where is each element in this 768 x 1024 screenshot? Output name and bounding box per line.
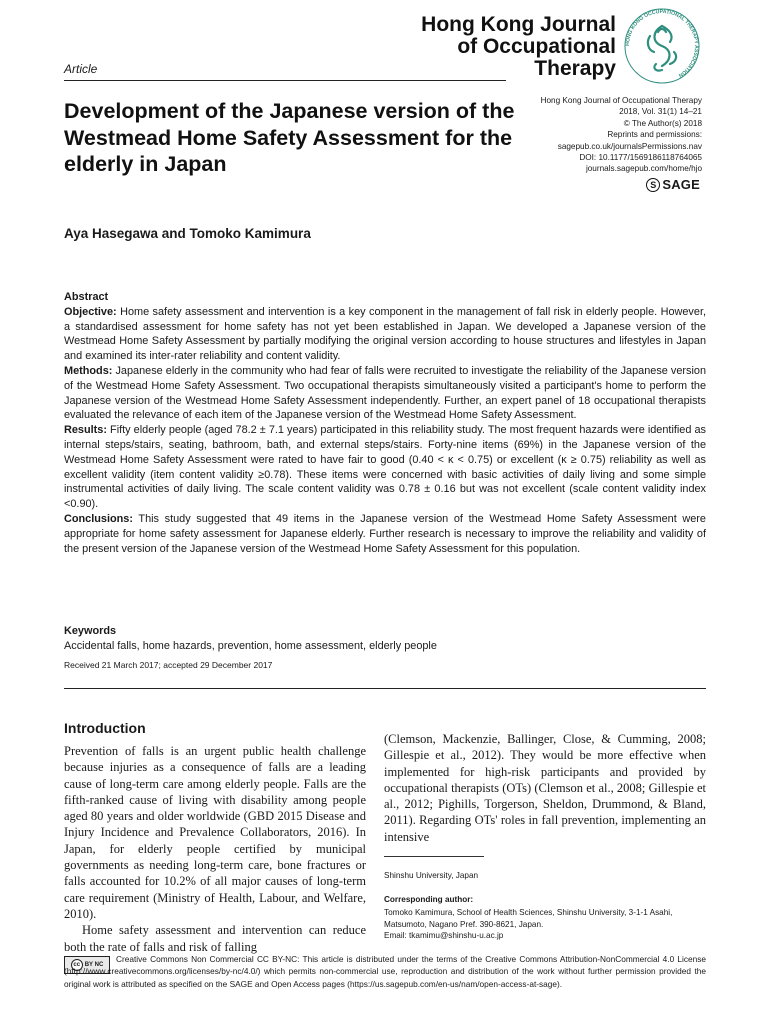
meta-copyright: © The Author(s) 2018 <box>623 118 702 128</box>
corresponding-address: Tomoko Kamimura, School of Health Sciences, Shinshu University, 3-1-1 Asahi, Matsumoto, Nagano Pref. 390-8621, Japan. <box>384 908 673 929</box>
meta-permissions-link[interactable]: sagepub.co.uk/journalsPermissions.nav <box>557 141 702 151</box>
introduction-heading: Introduction <box>64 720 146 736</box>
objective-label: Objective: <box>64 305 117 318</box>
license-text: Creative Commons Non Commercial CC BY-NC: This article is distributed under the terms of the Creative Commons Attribution-NonCommercial 4.0 License (http://www.creativecommons.org/licenses/by-nc/4.0/) which permits non-commercial use, reproduction and distribution of the work without further permission provided the original work is attributed as specified on the SAGE and Open Access pages (https://us.sagepub.com/en-us/nam/open-access-at-sage). <box>64 954 706 989</box>
corresponding-author-heading: Corresponding author: <box>384 895 474 904</box>
body-column-left <box>64 743 366 955</box>
abstract-section <box>64 290 706 556</box>
conclusions-label: Conclusions: <box>64 512 133 525</box>
article-type-label: Article <box>64 62 98 76</box>
keywords-list: Accidental falls, home hazards, prevention, home assessment, elderly people <box>64 640 437 652</box>
journal-title-line-3: Therapy <box>534 57 616 80</box>
meta-journal: Hong Kong Journal of Occupational Therapy <box>540 96 702 105</box>
abstract-results <box>64 423 706 512</box>
cc-badge-text: BY NC <box>84 962 104 968</box>
meta-reprints: Reprints and permissions: <box>607 130 702 140</box>
sage-logo <box>646 177 700 192</box>
sage-s-icon: S <box>646 178 660 192</box>
received-dates: Received 21 March 2017; accepted 29 December 2017 <box>64 660 273 670</box>
section-divider <box>64 688 706 689</box>
sage-logo-text: SAGE <box>662 177 700 192</box>
meta-volume: 2018, Vol. 31(1) 14–21 <box>619 107 702 117</box>
logo-ring-text: HONG KONG OCCUPATIONAL THERAPY ASSOCIATION <box>624 8 700 79</box>
cc-icon: cc <box>71 959 83 971</box>
intro-paragraph-1: Prevention of falls is an urgent public health challenge because injuries as a consequence of falls are a leading cause of long-term care among elderly people. Falls are the fifth-ranked cause of living with disability among people aged 80 years and older worldwide (GBD 2015 Disease and Injury Incidence and Prevalence Collaborators, 2016). In Japan, for elderly people certified by municipal governments as needing long-term care, bone fractures or falls accounted for 10.2% of all major causes of long-term care requirement (Ministry of Health, Labour, and Welfare, 2010). <box>64 744 366 921</box>
journal-title-line-2: of Occupational <box>457 35 616 58</box>
abstract-methods <box>64 364 706 423</box>
methods-text: Japanese elderly in the community who had fear of falls were recruited to investigate the reliability of the Japanese version of the Westmead Home Safety Assessment. Two occupational therapists simultaneously visited a participant's home to perform the Japanese version of the Westmead Home Safety Assessment independently. Further, an expert panel of 18 occupational therapists evaluated the relevance of each item of the Japanese version of the Westmead Home Safety Assessment. <box>64 364 706 422</box>
methods-label: Methods: <box>64 364 113 377</box>
journal-title <box>421 14 616 80</box>
article-title: Development of the Japanese version of the Westmead Home Safety Assessment for the elderly in Japan <box>64 99 515 176</box>
keywords-section <box>64 624 706 654</box>
article-metadata <box>482 95 702 175</box>
abstract-heading: Abstract <box>64 291 109 303</box>
journal-title-line-1: Hong Kong Journal <box>421 13 616 36</box>
footnote-divider <box>384 856 484 857</box>
conclusions-text: This study suggested that 49 items in the Japanese version of the Westmead Home Safety Assessment were appropriate for home safety assessment for Japanese elderly. Further research is necessary to improve the reliability and validity of the present version of the Japanese version of the Westmead Home Safety Assessment for this population. <box>64 512 706 555</box>
author-list: Aya Hasegawa and Tomoko Kamimura <box>64 226 311 241</box>
meta-homepage-link[interactable]: journals.sagepub.com/home/hjo <box>585 164 702 174</box>
corresponding-email[interactable]: Email: tkamimu@shinshu-u.ac.jp <box>384 931 504 940</box>
abstract-conclusions <box>64 512 706 556</box>
journal-logo-icon <box>622 6 702 86</box>
objective-text: Home safety assessment and intervention is a key component in the management of fall risk in elderly people. However, a standardised assessment for home safety has not yet been established in Japan. We developed a Japanese version of the Westmead Home Safety Assessment by partially modifying the original version according to house structures and lifestyles in Japan and examined its inter-rater reliability and content validity. <box>64 305 706 363</box>
intro-paragraph-continued: (Clemson, Mackenzie, Ballinger, Close, & Cumming, 2008; Gillespie et al., 2012). They would be more effective when implemented for high-risk participants and provided by occupational therapists (OTs) (Clemson et al., 2008; Gillespie et al., 2012; Pighills, Torgerson, Sheldon, Drummond, & Bland, 2011). Regarding OTs' roles in fall prevention, implementing an intensive <box>384 732 706 844</box>
header-divider <box>64 80 506 81</box>
abstract-objective <box>64 305 706 364</box>
meta-doi[interactable]: DOI: 10.1177/1569186118764065 <box>579 153 702 163</box>
body-column-right <box>384 731 706 845</box>
keywords-heading: Keywords <box>64 625 117 637</box>
results-label: Results: <box>64 424 107 437</box>
results-text: Fifty elderly people (aged 78.2 ± 7.1 years) participated in this reliability study. The most frequent hazards were identified as internal steps/stairs, seating, bathroom, bath, and external steps/stairs. Forty-nine items (69%) in the Japanese version of the Westmead Home Safety Assessment were rated to have fair to good (0.40 < κ < 0.75) or excellent (κ ≥ 0.75) reliability as well as excellent validity (item content validity ≥0.78). These items were concerned with basic activities of daily living and some simple instrumental activities of daily living. The scale content validity was 0.78 ± 0.16 but was not excellent (scale content validity index <0.90). <box>64 424 706 511</box>
intro-paragraph-2: Home safety assessment and intervention can reduce both the rate of falls and risk of falling <box>64 923 366 954</box>
author-affiliation: Shinshu University, Japan <box>384 871 479 880</box>
corresponding-author-details <box>384 907 706 942</box>
